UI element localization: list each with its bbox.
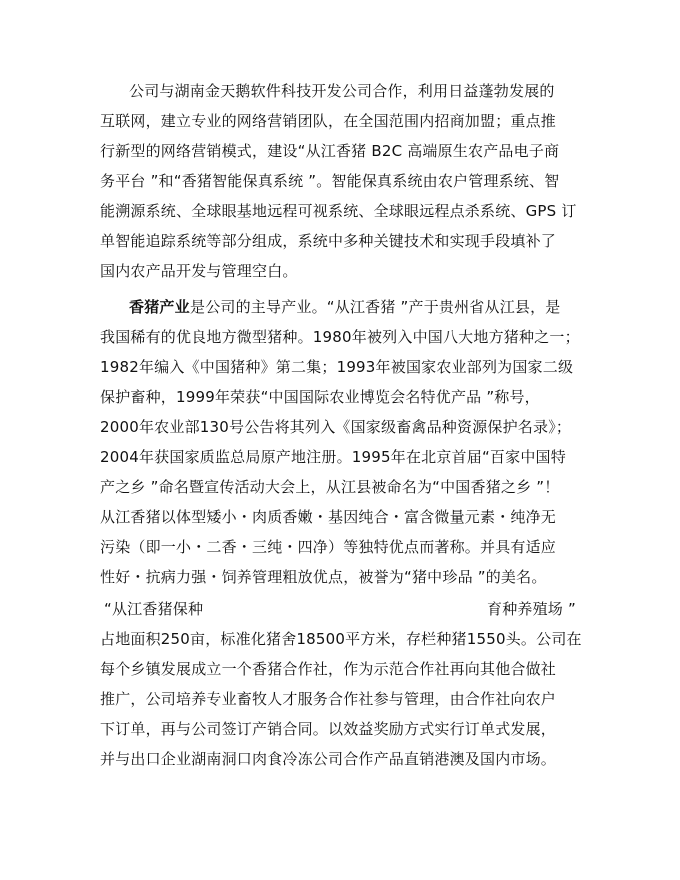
paragraph-2-split-line <box>0 595 680 623</box>
paragraph-1-line-1 <box>0 77 680 105</box>
paragraph-2-line-2 <box>0 323 680 351</box>
text-line: 下订单，再与公司签订产销合同。以效益奖励方式实行订单式发展， <box>100 720 557 738</box>
text-line: 公司与湖南金天鹅软件科技开发公司合作，利用日益蓬勃发展的 <box>129 82 555 100</box>
paragraph-2-line-5 <box>0 413 680 441</box>
paragraph-1-line-7 <box>0 257 680 285</box>
text-line: 产之乡 ”命名暨宣传活动大会上，从江县被命名为“中国香猪之乡 ”！ <box>100 478 560 496</box>
split-line-left: “从江香猪保种 <box>104 600 204 618</box>
text-line: 国内农产品开发与管理空白。 <box>100 262 298 280</box>
paragraph-2-line-3 <box>0 353 680 381</box>
paragraph-1-line-5 <box>0 197 680 225</box>
text-line: 并与出口企业湖南洞口肉食冷冻公司合作产品直销港澳及国内市场。 <box>100 750 557 768</box>
text-line: 务平台 ”和“香猪智能保真系统 ”。智能保真系统由农户管理系统、智 <box>100 172 560 190</box>
paragraph-2-line-10 <box>0 563 680 591</box>
text-line: 从江香猪以体型矮小・肉质香嫩・基因纯合・富含微量元素・纯净无 <box>100 508 557 526</box>
text-line: 我国稀有的优良地方微型猪种。1980年被列入中国八大地方猪种之一； <box>100 328 580 346</box>
paragraph-2-line-1 <box>0 293 680 321</box>
paragraph-2-line-8 <box>0 503 680 531</box>
text-line: 互联网，建立专业的网络营销团队，在全国范围内招商加盟；重点推 <box>100 112 557 130</box>
text-line: 占地面积250亩，标准化猪舍18500平方米，存栏种猪1550头。公司在 <box>100 630 582 648</box>
paragraph-2-line-4 <box>0 383 680 411</box>
paragraph-2-tail-line-3 <box>0 685 680 713</box>
text-line: 是公司的主导产业。“从江香猪 ”产于贵州省从江县，是 <box>190 298 561 316</box>
text-line: 2000年农业部130号公告将其列入《国家级畜禽品种资源保护名录》； <box>100 418 572 436</box>
paragraph-1-line-4 <box>0 167 680 195</box>
paragraph-2-line-9 <box>0 533 680 561</box>
text-line: 推广，公司培养专业畜牧人才服务合作社参与管理，由合作社向农户 <box>100 690 557 708</box>
paragraph-1-line-2 <box>0 107 680 135</box>
paragraph-1-line-6 <box>0 227 680 255</box>
text-line: 保护畜种，1999年荣获“中国国际农业博览会名特优产品 ”称号， <box>100 388 540 406</box>
paragraph-2-tail-line-5 <box>0 745 680 773</box>
split-line-right: 育种养殖场 ” <box>487 600 576 618</box>
paragraph-2-tail-line-1 <box>0 625 680 653</box>
text-line: 1982年编入《中国猪种》第二集；1993年被国家农业部列为国家二级 <box>100 358 574 376</box>
text-line: 性好・抗病力强・饲养管理粗放优点，被誉为“猪中珍品 ”的美名。 <box>100 568 547 586</box>
paragraph-2-line-6 <box>0 443 680 471</box>
text-line: 每个乡镇发展成立一个香猪合作社，作为示范合作社再向其他合做社 <box>100 660 557 678</box>
paragraph-2-tail-line-4 <box>0 715 680 743</box>
paragraph-2-tail-line-2 <box>0 655 680 683</box>
text-line: 行新型的网络营销模式，建设“从江香猪 B2C 高端原生农产品电子商 <box>100 142 560 160</box>
text-line: 能溯源系统、全球眼基地远程可视系统、全球眼远程点杀系统、GPS 订 <box>100 202 577 220</box>
paragraph-2-line-7 <box>0 473 680 501</box>
paragraph-1-line-3 <box>0 137 680 165</box>
text-line: 2004年获国家质监总局原产地注册。1995年在北京首届“百家中国特 <box>100 448 566 466</box>
bold-lead-term: 香猪产业 <box>129 298 190 316</box>
text-line: 单智能追踪系统等部分组成，系统中多种关键技术和实现手段填补了 <box>100 232 557 250</box>
text-line: 污染（即一小・二香・三纯・四净）等独特优点而著称。并具有适应 <box>100 538 557 556</box>
